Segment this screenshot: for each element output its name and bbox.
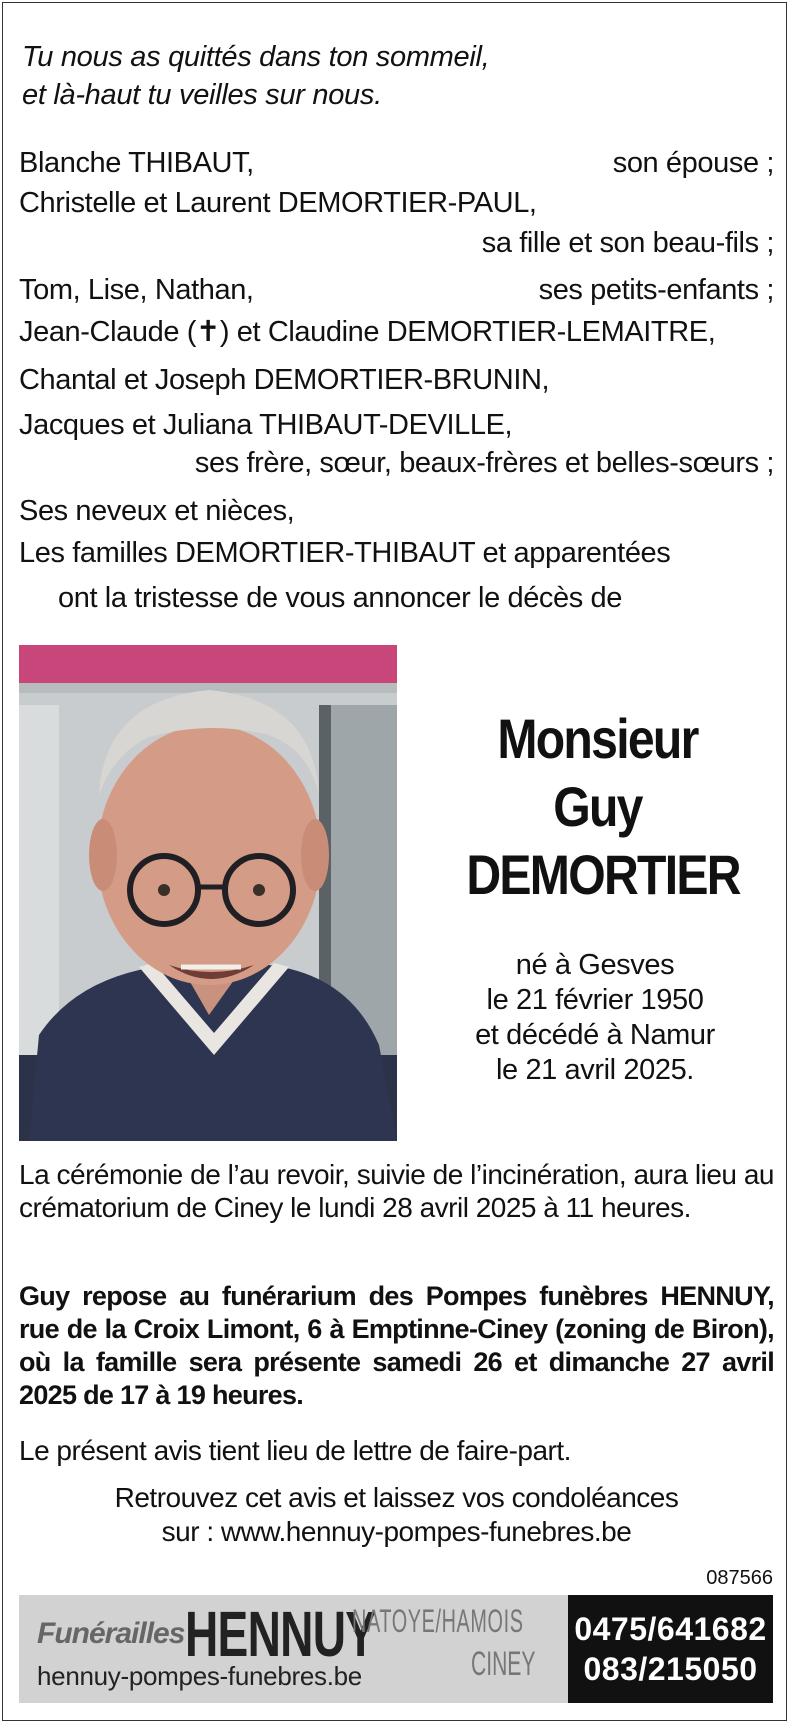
- sibling-1-before: Jean-Claude (: [19, 316, 196, 348]
- family-sibling-3: Jacques et Juliana THIBAUT-DEVILLE,: [19, 409, 513, 441]
- condolences-line-1: Retrouvez cet avis et laissez vos condoléances: [114, 1482, 679, 1513]
- death-place: et décédé à Namur: [475, 1019, 715, 1051]
- epitaph: [22, 38, 489, 114]
- phone-2[interactable]: 083/215050: [583, 1651, 758, 1687]
- notice-text: Le présent avis tient lieu de lettre de faire-part.: [19, 1435, 571, 1466]
- condolences-line-2: sur : www.hennuy-pompes-funebres.be: [161, 1516, 632, 1547]
- phone-1[interactable]: 0475/641682: [574, 1611, 767, 1647]
- family-grandchildren-names: Tom, Lise, Nathan,: [19, 274, 254, 306]
- cross-icon: ✝: [195, 316, 220, 348]
- deceased-first-name: Guy: [553, 775, 642, 838]
- family-grandchildren-relation: ses petits-enfants ;: [538, 274, 774, 306]
- banner-locations: NATOYE/HAMOIS: [352, 1603, 524, 1639]
- banner-website[interactable]: hennuy-pompes-funebres.be: [37, 1661, 362, 1691]
- deceased-last-name: DEMORTIER: [466, 843, 740, 906]
- banner-brand-logo: HENNUY: [185, 1598, 376, 1670]
- banner-location-ciney: CINEY: [471, 1645, 536, 1683]
- family-spouse-relation: son épouse ;: [612, 147, 774, 179]
- portrait-illustration: [19, 645, 397, 1141]
- birth-date: le 21 février 1950: [486, 984, 704, 1016]
- epitaph-line-2: et là-haut tu veilles sur nous.: [22, 79, 382, 111]
- deceased-name: [466, 705, 740, 909]
- banner-funerailles: Funérailles: [37, 1617, 185, 1650]
- family-nephews: Ses neveux et nièces,: [19, 495, 295, 527]
- announcement: ont la tristesse de vous annoncer le décès de: [58, 582, 622, 614]
- family-spouse-name: Blanche THIBAUT,: [19, 147, 254, 179]
- family-daughter-relation: sa fille et son beau-fils ;: [481, 227, 774, 259]
- deceased-photo: [19, 645, 397, 1141]
- sibling-1-after: ) et Claudine DEMORTIER-LEMAITRE,: [219, 316, 716, 348]
- visitation-text: Guy repose au funérarium des Pompes funèbres HENNUY, rue de la Croix Limont, 6 à Emptinne-Ciney (zoning de Biron), où la famille sera présente samedi 26 et dimanche 27 avril 2025 de 17 à 19 heures.: [19, 1281, 774, 1410]
- birth-place: né à Gesves: [515, 949, 675, 981]
- family-families: Les familles DEMORTIER-THIBAUT et apparentées: [19, 537, 671, 569]
- death-date: le 21 avril 2025.: [496, 1054, 694, 1086]
- funeral-home-banner: [19, 1595, 773, 1703]
- family-siblings-relation: ses frère, sœur, beaux-frères et belles-sœurs ;: [194, 447, 774, 479]
- family-daughter-names: Christelle et Laurent DEMORTIER-PAUL,: [19, 187, 537, 219]
- ceremony-text: La cérémonie de l’au revoir, suivie de l’incinération, aura lieu au crématorium de Ciney le lundi 28 avril 2025 à 11 heures.: [19, 1159, 774, 1223]
- epitaph-line-1: Tu nous as quittés dans ton sommeil,: [22, 41, 490, 73]
- family-sibling-1: [19, 312, 715, 352]
- family-sibling-2: Chantal et Joseph DEMORTIER-BRUNIN,: [19, 364, 550, 396]
- reference-number: 087566: [706, 1567, 773, 1589]
- banner-phones: [568, 1595, 773, 1703]
- deceased-dates: [430, 948, 760, 1088]
- deceased-title: Monsieur: [497, 707, 698, 770]
